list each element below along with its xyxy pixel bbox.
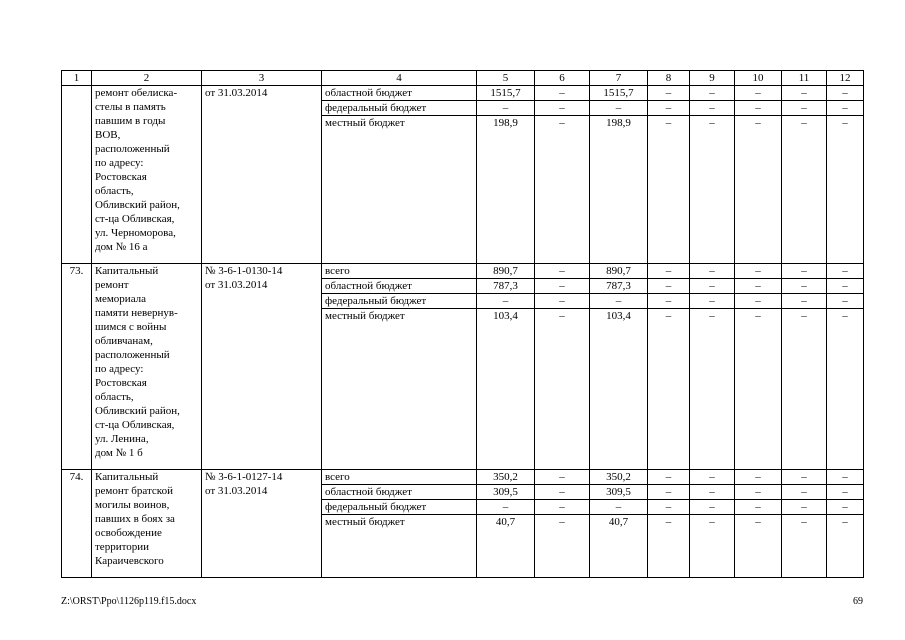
amount-cell: – <box>735 264 782 279</box>
amount-cell: 890,7 <box>477 264 535 279</box>
row-number: 74. <box>62 470 92 578</box>
amount-cell: – <box>690 500 735 515</box>
amount-cell: 198,9 <box>590 116 648 264</box>
column-header: 1 <box>62 71 92 86</box>
amount-cell: – <box>735 309 782 470</box>
amount-cell: – <box>735 500 782 515</box>
amount-cell: 1515,7 <box>590 86 648 101</box>
funding-source: местный бюджет <box>322 116 477 264</box>
amount-cell: – <box>690 86 735 101</box>
amount-cell: – <box>690 264 735 279</box>
amount-cell: – <box>827 515 864 578</box>
amount-cell: – <box>690 470 735 485</box>
amount-cell: 350,2 <box>590 470 648 485</box>
amount-cell: – <box>590 294 648 309</box>
object-description: ремонт обелиска- стелы в память павшим в годы ВОВ, расположенный по адресу: Ростовская область, Обливский район, ст-ца Обливская, ул. Черноморова, дом № 16 а <box>92 86 202 264</box>
column-header: 6 <box>535 71 590 86</box>
amount-cell: – <box>648 86 690 101</box>
column-header: 7 <box>590 71 648 86</box>
amount-cell: – <box>827 485 864 500</box>
amount-cell: – <box>690 485 735 500</box>
amount-cell: – <box>782 500 827 515</box>
amount-cell: – <box>535 86 590 101</box>
column-header: 9 <box>690 71 735 86</box>
amount-cell: – <box>782 116 827 264</box>
amount-cell: – <box>782 515 827 578</box>
amount-cell: – <box>827 86 864 101</box>
amount-cell: 787,3 <box>477 279 535 294</box>
document-number: от 31.03.2014 <box>202 86 322 264</box>
amount-cell: – <box>782 264 827 279</box>
amount-cell: – <box>782 86 827 101</box>
document-number: № 3-6-1-0130-14 от 31.03.2014 <box>202 264 322 470</box>
amount-cell: – <box>735 116 782 264</box>
amount-cell: – <box>690 116 735 264</box>
column-header: 2 <box>92 71 202 86</box>
funding-source: местный бюджет <box>322 515 477 578</box>
amount-cell: 787,3 <box>590 279 648 294</box>
amount-cell: – <box>535 279 590 294</box>
amount-cell: 198,9 <box>477 116 535 264</box>
amount-cell: – <box>827 500 864 515</box>
document-number: № 3-6-1-0127-14 от 31.03.2014 <box>202 470 322 578</box>
row-number <box>62 86 92 264</box>
table-row <box>62 264 864 279</box>
object-description: Капитальный ремонт мемориала памяти невернув- шимся с войны обливчанам, расположенный по адресу: Ростовская область, Обливский район, ст-ца Обливская, ул. Ленина, дом № 1 б <box>92 264 202 470</box>
amount-cell: – <box>690 294 735 309</box>
amount-cell: 40,7 <box>590 515 648 578</box>
column-header: 8 <box>648 71 690 86</box>
funding-source: всего <box>322 470 477 485</box>
amount-cell: – <box>648 101 690 116</box>
amount-cell: – <box>782 309 827 470</box>
amount-cell: – <box>782 279 827 294</box>
amount-cell: – <box>648 470 690 485</box>
amount-cell: – <box>827 470 864 485</box>
amount-cell: 1515,7 <box>477 86 535 101</box>
amount-cell: – <box>827 309 864 470</box>
amount-cell: – <box>782 294 827 309</box>
amount-cell: – <box>648 116 690 264</box>
amount-cell: – <box>648 264 690 279</box>
object-description: Капитальный ремонт братской могилы воинов, павших в боях за освобождение территории Караичевского <box>92 470 202 578</box>
amount-cell: – <box>782 485 827 500</box>
amount-cell: – <box>535 116 590 264</box>
amount-cell: – <box>477 500 535 515</box>
funding-source: областной бюджет <box>322 279 477 294</box>
amount-cell: – <box>535 515 590 578</box>
amount-cell: 40,7 <box>477 515 535 578</box>
amount-cell: – <box>535 500 590 515</box>
amount-cell: 309,5 <box>590 485 648 500</box>
header-row <box>62 71 864 86</box>
funding-source: федеральный бюджет <box>322 101 477 116</box>
funding-source: областной бюджет <box>322 485 477 500</box>
column-header: 10 <box>735 71 782 86</box>
amount-cell: – <box>535 309 590 470</box>
table-body <box>62 86 864 578</box>
funding-source: федеральный бюджет <box>322 294 477 309</box>
amount-cell: – <box>782 470 827 485</box>
amount-cell: – <box>690 279 735 294</box>
column-header: 3 <box>202 71 322 86</box>
amount-cell: – <box>648 485 690 500</box>
amount-cell: – <box>590 101 648 116</box>
amount-cell: 103,4 <box>477 309 535 470</box>
amount-cell: – <box>690 309 735 470</box>
amount-cell: 309,5 <box>477 485 535 500</box>
amount-cell: – <box>827 101 864 116</box>
amount-cell: 890,7 <box>590 264 648 279</box>
amount-cell: – <box>477 101 535 116</box>
amount-cell: – <box>827 279 864 294</box>
amount-cell: – <box>735 294 782 309</box>
amount-cell: – <box>648 309 690 470</box>
amount-cell: 350,2 <box>477 470 535 485</box>
table-row <box>62 470 864 485</box>
column-header: 12 <box>827 71 864 86</box>
amount-cell: – <box>477 294 535 309</box>
amount-cell: 103,4 <box>590 309 648 470</box>
amount-cell: – <box>735 485 782 500</box>
column-header: 5 <box>477 71 535 86</box>
amount-cell: – <box>735 101 782 116</box>
amount-cell: – <box>827 116 864 264</box>
amount-cell: – <box>648 279 690 294</box>
amount-cell: – <box>535 264 590 279</box>
amount-cell: – <box>735 86 782 101</box>
amount-cell: – <box>535 470 590 485</box>
amount-cell: – <box>535 485 590 500</box>
amount-cell: – <box>535 294 590 309</box>
amount-cell: – <box>735 470 782 485</box>
row-number: 73. <box>62 264 92 470</box>
page-number: 69 <box>853 596 863 607</box>
amount-cell: – <box>827 294 864 309</box>
amount-cell: – <box>735 279 782 294</box>
file-path: Z:\ORST\Ppo\1126p119.f15.docx <box>61 596 197 607</box>
amount-cell: – <box>827 264 864 279</box>
amount-cell: – <box>590 500 648 515</box>
amount-cell: – <box>648 500 690 515</box>
table-row <box>62 86 864 101</box>
funding-source: областной бюджет <box>322 86 477 101</box>
funding-source: местный бюджет <box>322 309 477 470</box>
amount-cell: – <box>648 515 690 578</box>
amount-cell: – <box>648 294 690 309</box>
amount-cell: – <box>690 515 735 578</box>
column-header: 4 <box>322 71 477 86</box>
amount-cell: – <box>535 101 590 116</box>
budget-table <box>61 70 864 578</box>
amount-cell: – <box>782 101 827 116</box>
amount-cell: – <box>690 101 735 116</box>
amount-cell: – <box>735 515 782 578</box>
column-header: 11 <box>782 71 827 86</box>
funding-source: всего <box>322 264 477 279</box>
funding-source: федеральный бюджет <box>322 500 477 515</box>
